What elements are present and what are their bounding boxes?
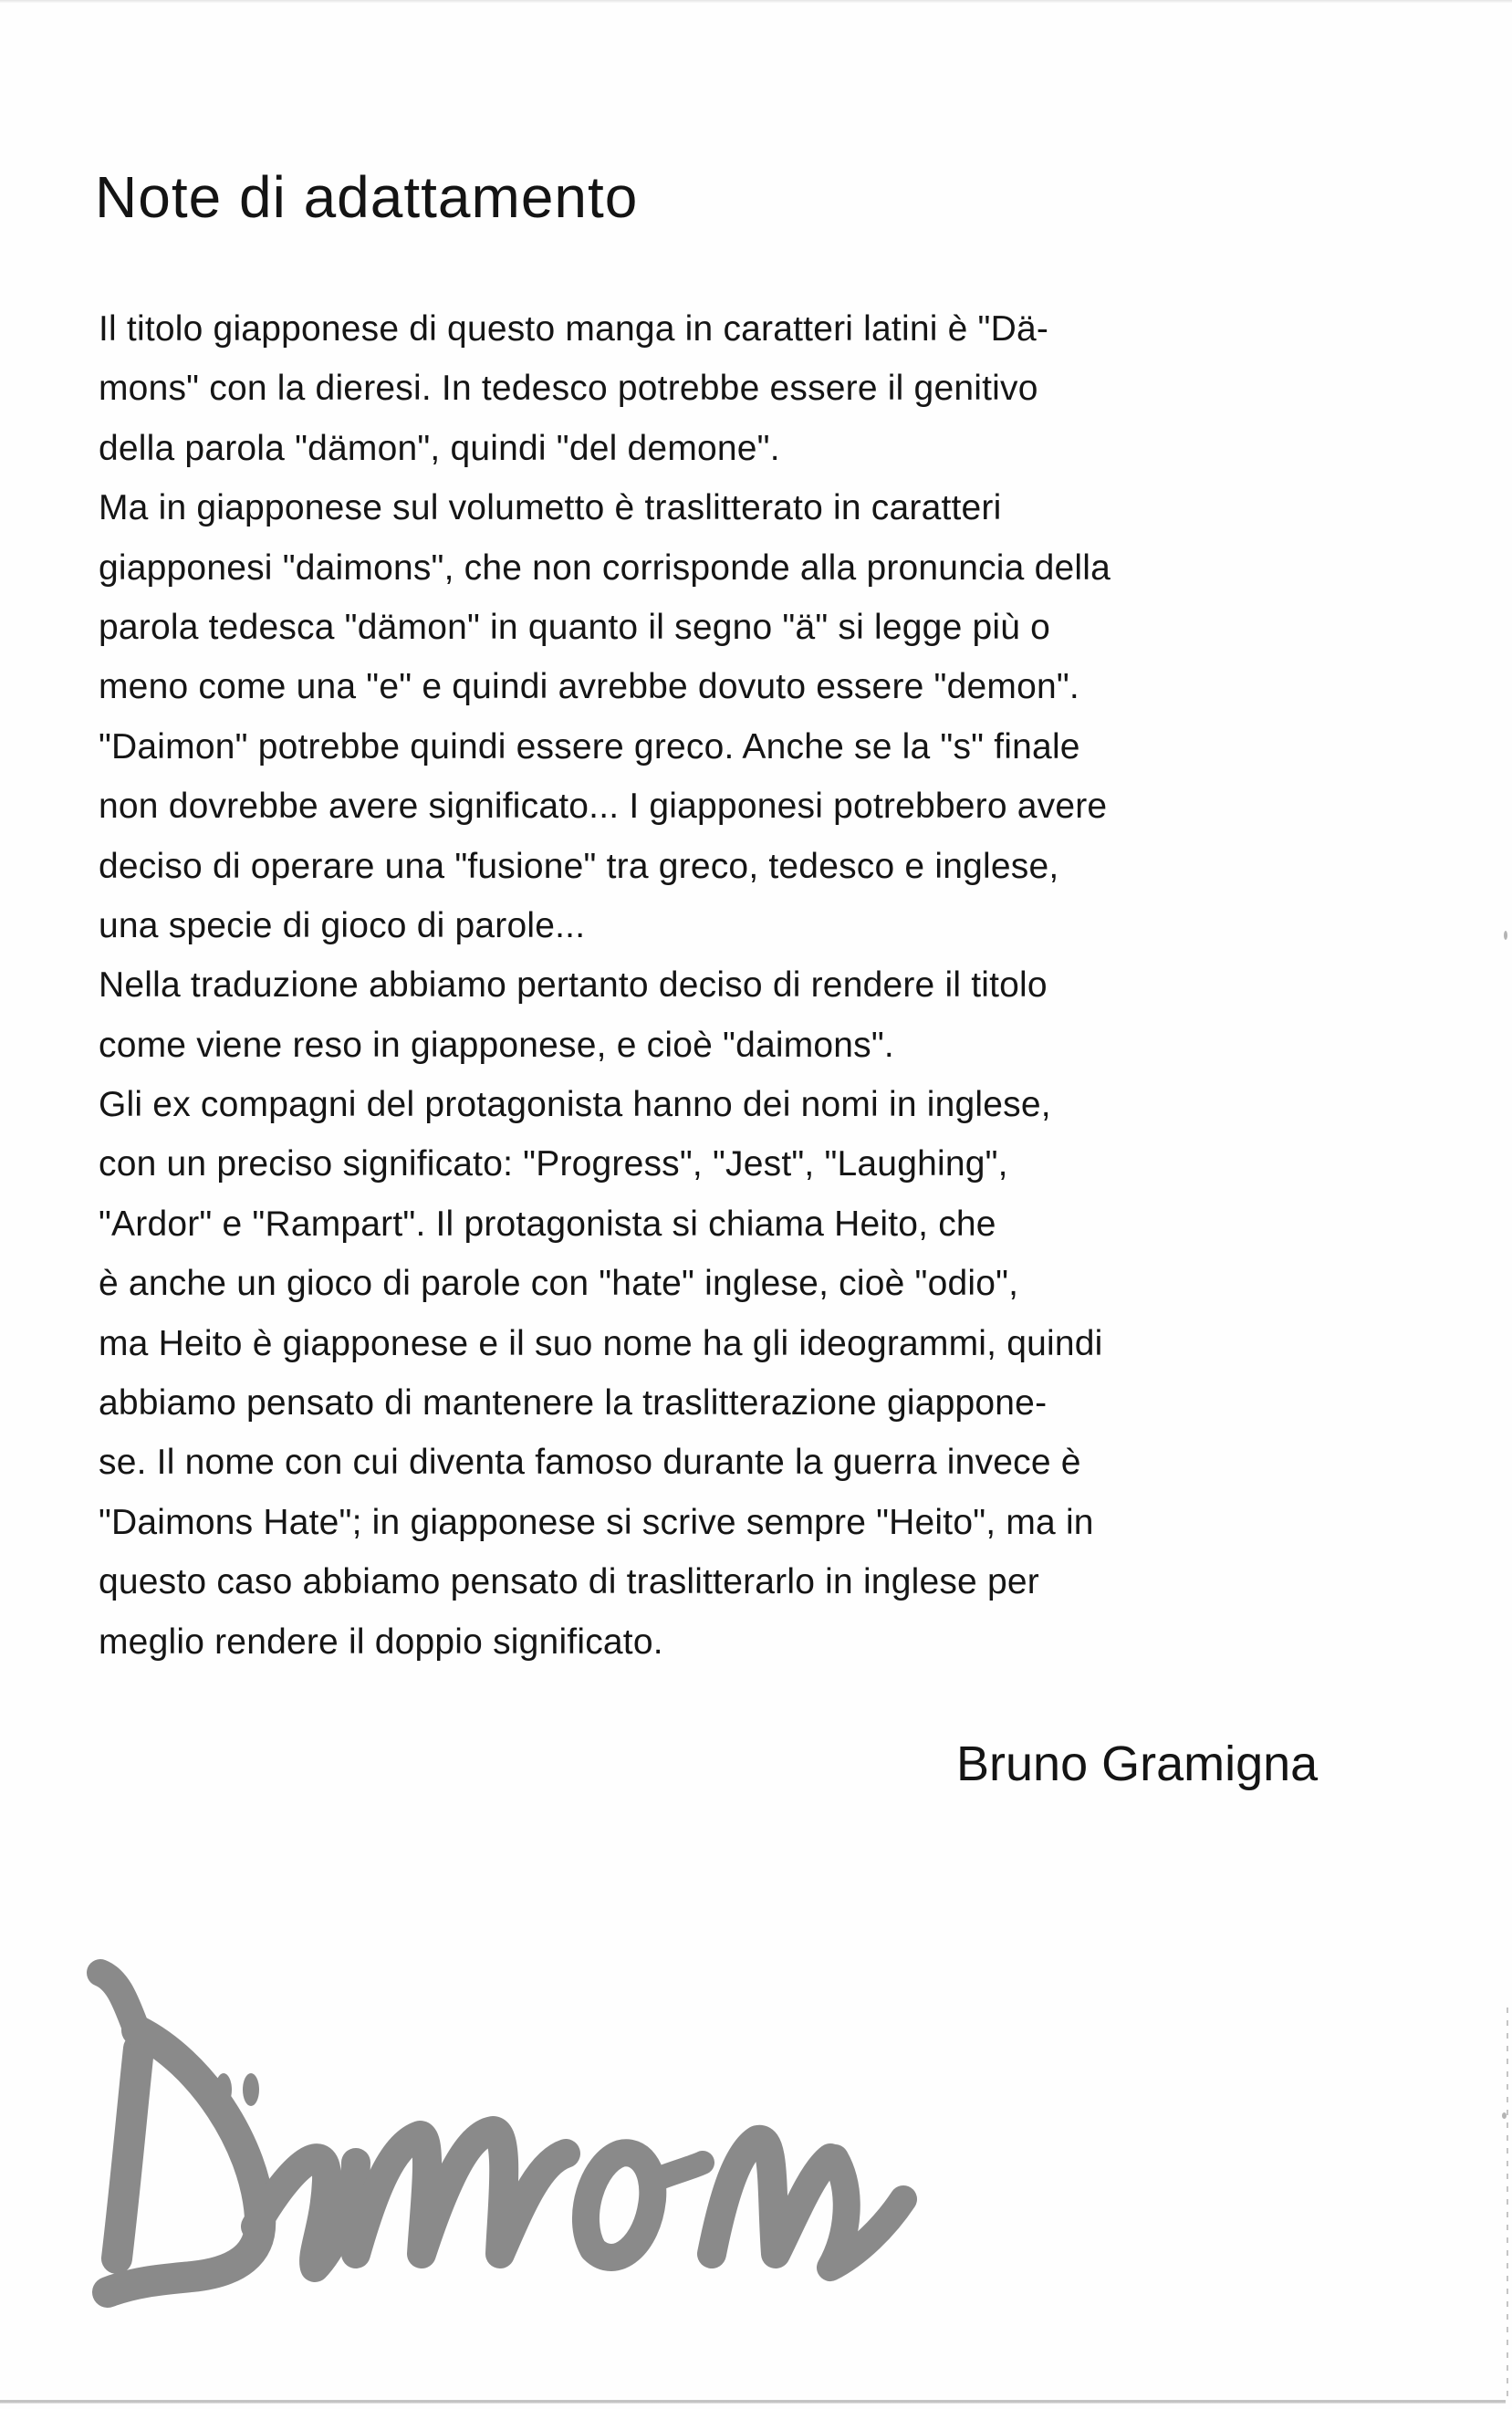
body-line: Il titolo giapponese di questo manga in caratteri latini è "Dä- — [99, 309, 1049, 349]
body-line: della parola "dämon", quindi "del demone". — [99, 428, 780, 468]
scan-speck — [1502, 2112, 1507, 2119]
body-line: questo caso abbiamo pensato di traslitterarlo in inglese per — [99, 1562, 1039, 1602]
body-line: ma Heito è giapponese e il suo nome ha gli ideogrammi, quindi — [99, 1323, 1103, 1363]
body-line: con un preciso significato: "Progress", "Jest", "Laughing", — [99, 1144, 1008, 1184]
body-line: "Ardor" e "Rampart". Il protagonista si chiama Heito, che — [99, 1204, 996, 1244]
scan-edge-right — [1507, 2008, 1508, 2400]
brush-script-logo-icon — [82, 1953, 1423, 2318]
body-line: giapponesi "daimons", che non corrisponde alla pronuncia della — [99, 548, 1111, 588]
damons-logo — [82, 1953, 1423, 2318]
body-line: parola tedesca "dämon" in quanto il segno "ä" si legge più o — [99, 607, 1051, 647]
author-signature: Bruno Gramigna — [956, 1736, 1319, 1791]
body-line: "Daimon" potrebbe quindi essere greco. Anche se la "s" finale — [99, 726, 1080, 766]
body-line: è anche un gioco di parole con "hate" inglese, cioè "odio", — [99, 1264, 1019, 1304]
body-line: Ma in giapponese sul volumetto è traslitterato in caratteri — [99, 488, 1002, 528]
body-line: abbiamo pensato di mantenere la traslitterazione giappone- — [99, 1383, 1048, 1424]
body-text — [99, 307, 1394, 1679]
body-line: una specie di gioco di parole... — [99, 905, 586, 945]
body-line: meglio rendere il doppio significato. — [99, 1622, 663, 1662]
body-line: Nella traduzione abbiamo pertanto deciso di rendere il titolo — [99, 965, 1048, 1006]
body-line: se. Il nome con cui diventa famoso durante la guerra invece è — [99, 1443, 1081, 1483]
body-line: mons" con la dieresi. In tedesco potrebbe essere il genitivo — [99, 369, 1038, 409]
page-title: Note di adattamento — [95, 164, 639, 230]
body-line: non dovrebbe avere significato... I giapponesi potrebbero avere — [99, 787, 1108, 827]
scan-edge-top — [0, 0, 1512, 3]
body-line: come viene reso in giapponese, e cioè "daimons". — [99, 1025, 894, 1065]
scan-edge-bottom — [0, 2400, 1506, 2404]
scan-speck — [1504, 931, 1507, 940]
body-line: deciso di operare una "fusione" tra greco, tedesco e inglese, — [99, 846, 1059, 886]
body-line: meno come una "e" e quindi avrebbe dovuto essere "demon". — [99, 667, 1079, 707]
body-line: "Daimons Hate"; in giapponese si scrive sempre "Heito", ma in — [99, 1502, 1094, 1542]
body-line: Gli ex compagni del protagonista hanno dei nomi in inglese, — [99, 1085, 1051, 1125]
